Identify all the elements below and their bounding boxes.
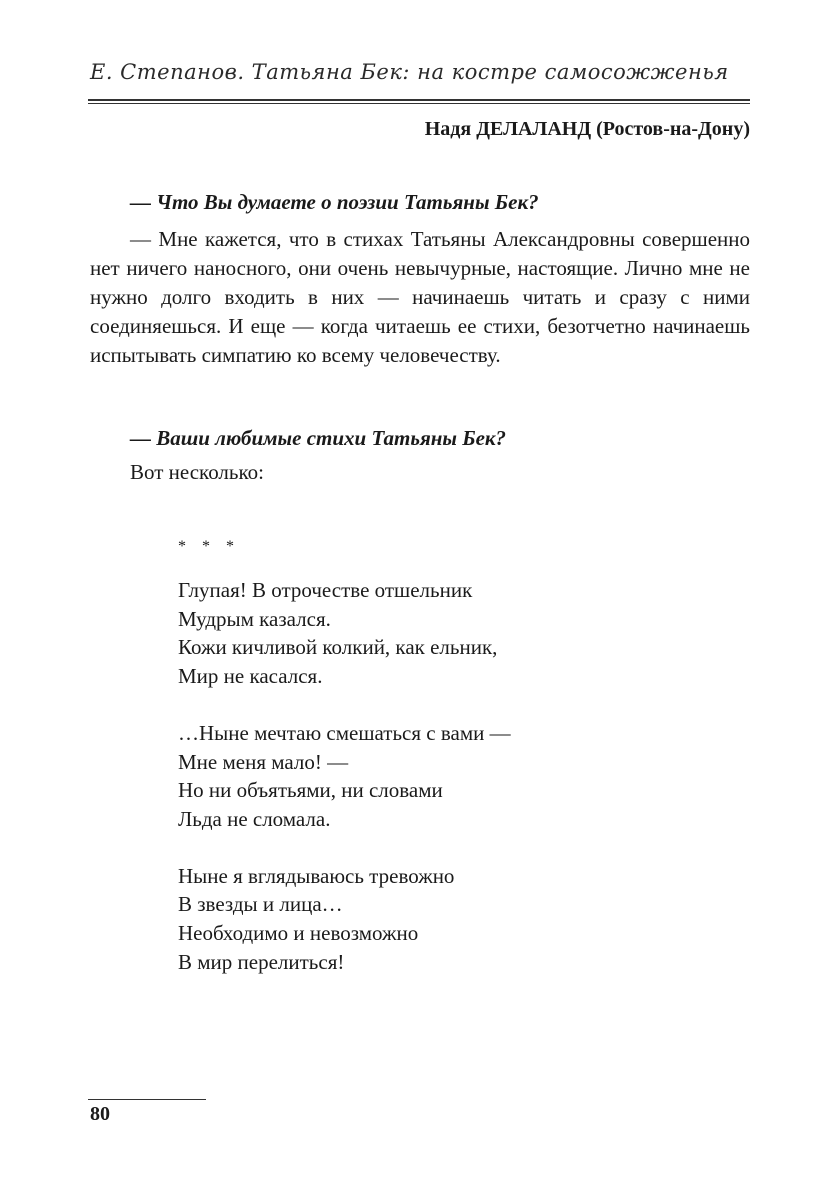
page-number: 80 [90,1103,110,1125]
question-2: — Ваши любимые стихи Татьяны Бек? [130,426,507,450]
running-title: Е. Степанов. Татьяна Бек: на костре самосожженья [90,60,729,84]
poem-line: …Ныне мечтаю смешаться с вами — [178,720,511,745]
poem-stanza-2 [178,719,511,834]
poem-asterisks: * * * [178,538,240,555]
answer-2-intro: Вот несколько: [130,460,264,484]
answer-1: — Мне кажется, что в стихах Татьяны Александровны совершенно нет ничего наносного, они очень невычурные, настоящие. Лично мне не нужно долго входить в них — начинаешь читать и сразу с ними соединяешься. И еще — когда читаешь ее стихи, безотчетно начинаешь испытывать симпатию ко всему человечеству. [90,227,750,367]
poem-line: Мудрым казался. [178,606,331,631]
header-rule [88,99,750,101]
footer-rule [88,1099,206,1100]
poem-line: В звезды и лица… [178,892,343,917]
poem-line: В мир перелиться! [178,949,345,974]
poem-line: Льда не сломала. [178,806,331,831]
poem [178,533,511,976]
poem-line: Мир не касался. [178,664,323,689]
poem-line: Кожи кичливой колкий, как ельник, [178,635,498,660]
author-line: Надя ДЕЛАЛАНД (Ростов-на-Дону) [424,118,750,140]
poem-line: Необходимо и невозможно [178,921,419,946]
poem-line: Ныне я вглядываюсь тревожно [178,863,455,888]
question-1: — Что Вы думаете о поэзии Татьяны Бек? [130,190,539,214]
poem-stanza-3 [178,862,511,977]
poem-stanza-1 [178,576,511,691]
header-rule-thin [88,103,750,104]
poem-line: Мне меня мало! — [178,749,349,774]
poem-line: Глупая! В отрочестве отшельник [178,578,473,602]
poem-line: Но ни объятьями, ни словами [178,778,443,803]
